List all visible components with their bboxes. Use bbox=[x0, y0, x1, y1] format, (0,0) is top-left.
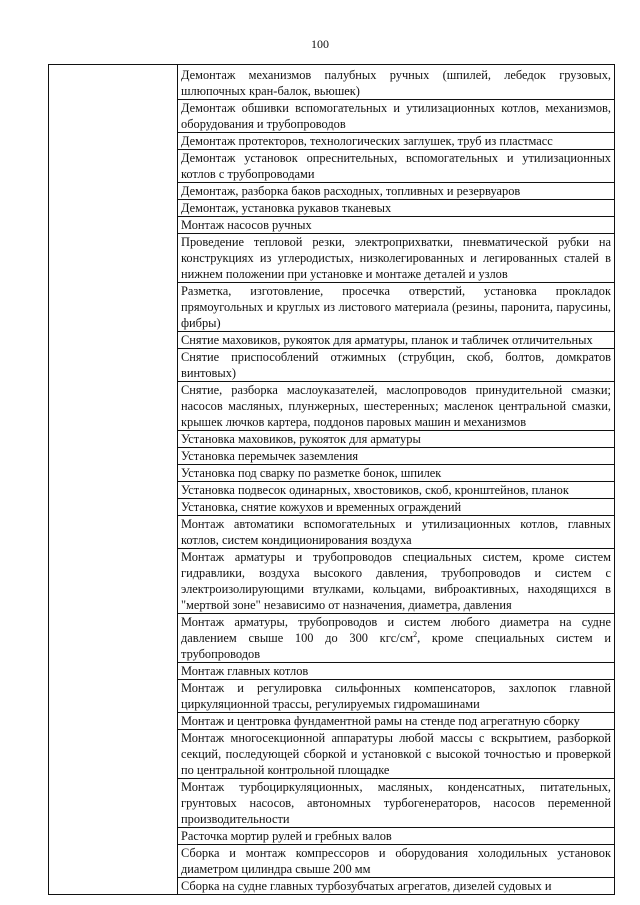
empty-left-column bbox=[49, 65, 178, 895]
operation-cell: Расточка мортир рулей и гребных валов bbox=[178, 828, 615, 845]
operation-cell: Установка подвесок одинарных, хвостовиков, скоб, кронштейнов, планок bbox=[178, 482, 615, 499]
operations-table bbox=[48, 64, 615, 895]
operation-cell: Снятие, разборка маслоуказателей, маслопроводов принудительной смазки; насосов масляных, плунжерных, шестеренных; масленок центральной смазки, крышек лючков картера, поддонов паровых машин и механизмов bbox=[178, 382, 615, 431]
operation-cell bbox=[178, 614, 615, 663]
operation-cell: Сборка на судне главных турбозубчатых агрегатов, дизелей судовых и bbox=[178, 878, 615, 895]
operation-cell: Демонтаж протекторов, технологических заглушек, труб из пластмасс bbox=[178, 133, 615, 150]
operation-cell: Разметка, изготовление, просечка отверстий, установка прокладок прямоугольных и круглых из листового материала (резины, паронита, парусины, фибры) bbox=[178, 283, 615, 332]
operation-cell: Монтаж и центровка фундаментной рамы на стенде под агрегатную сборку bbox=[178, 713, 615, 730]
operation-cell: Демонтаж установок опреснительных, вспомогательных и утилизационных котлов с трубопроводами bbox=[178, 150, 615, 183]
superscript: 2 bbox=[413, 629, 418, 639]
operation-cell: Установка, снятие кожухов и временных ограждений bbox=[178, 499, 615, 516]
operation-cell: Монтаж многосекционной аппаратуры любой массы с вскрытием, разборкой секций, последующей сборкой и установкой с высокой точностью и проверкой по центральной контрольной площадке bbox=[178, 730, 615, 779]
operation-cell: Установка под сварку по разметке бонок, шпилек bbox=[178, 465, 615, 482]
operation-cell: Монтаж и регулировка сильфонных компенсаторов, захлопок главной циркуляционной трассы, регулируемых гидромашинами bbox=[178, 680, 615, 713]
operation-cell: Установка маховиков, рукояток для арматуры bbox=[178, 431, 615, 448]
operation-cell: Монтаж главных котлов bbox=[178, 663, 615, 680]
operation-cell: Монтаж арматуры и трубопроводов специальных систем, кроме систем гидравлики, воздуха высокого давления, трубопроводов и систем с электроизолирующими втулками, кольцами, виброактивных, находящихся в "мертвой зоне" независимо от назначения, диаметра, давления bbox=[178, 549, 615, 614]
operation-cell: Демонтаж, разборка баков расходных, топливных и резервуаров bbox=[178, 183, 615, 200]
operation-cell: Установка перемычек заземления bbox=[178, 448, 615, 465]
operation-cell: Демонтаж обшивки вспомогательных и утилизационных котлов, механизмов, оборудования и трубопроводов bbox=[178, 100, 615, 133]
table-row bbox=[49, 65, 615, 100]
operation-cell: Демонтаж, установка рукавов тканевых bbox=[178, 200, 615, 217]
operation-cell: Снятие маховиков, рукояток для арматуры, планок и табличек отличительных bbox=[178, 332, 615, 349]
operation-cell: Проведение тепловой резки, электроприхватки, пневматической рубки на конструкциях из углеродистых, низколегированных и легированных сталей в нижнем положении при установке и монтаже деталей и узлов bbox=[178, 234, 615, 283]
operation-cell: Сборка и монтаж компрессоров и оборудования холодильных установок диаметром цилиндра свыше 200 мм bbox=[178, 845, 615, 878]
operation-cell: Снятие приспособлений отжимных (струбцин, скоб, болтов, домкратов винтовых) bbox=[178, 349, 615, 382]
operation-cell: Монтаж автоматики вспомогательных и утилизационных котлов, главных котлов, систем кондиционирования воздуха bbox=[178, 516, 615, 549]
operation-text: , кроме специальных систем и трубопроводов bbox=[181, 631, 611, 661]
operation-text: Монтаж арматуры, трубопроводов и систем любого диаметра на судне давлением свыше 100 до 300 кгс/см bbox=[181, 615, 611, 645]
operation-cell: Монтаж насосов ручных bbox=[178, 217, 615, 234]
operation-cell: Монтаж турбоциркуляционных, масляных, конденсатных, питательных, грунтовых насосов, автономных турбогенераторов, насосов переменной производительности bbox=[178, 779, 615, 828]
operation-cell: Демонтаж механизмов палубных ручных (шпилей, лебедок грузовых, шлюпочных кран-балок, вьюшек) bbox=[178, 65, 615, 100]
page-number: 100 bbox=[311, 37, 329, 51]
